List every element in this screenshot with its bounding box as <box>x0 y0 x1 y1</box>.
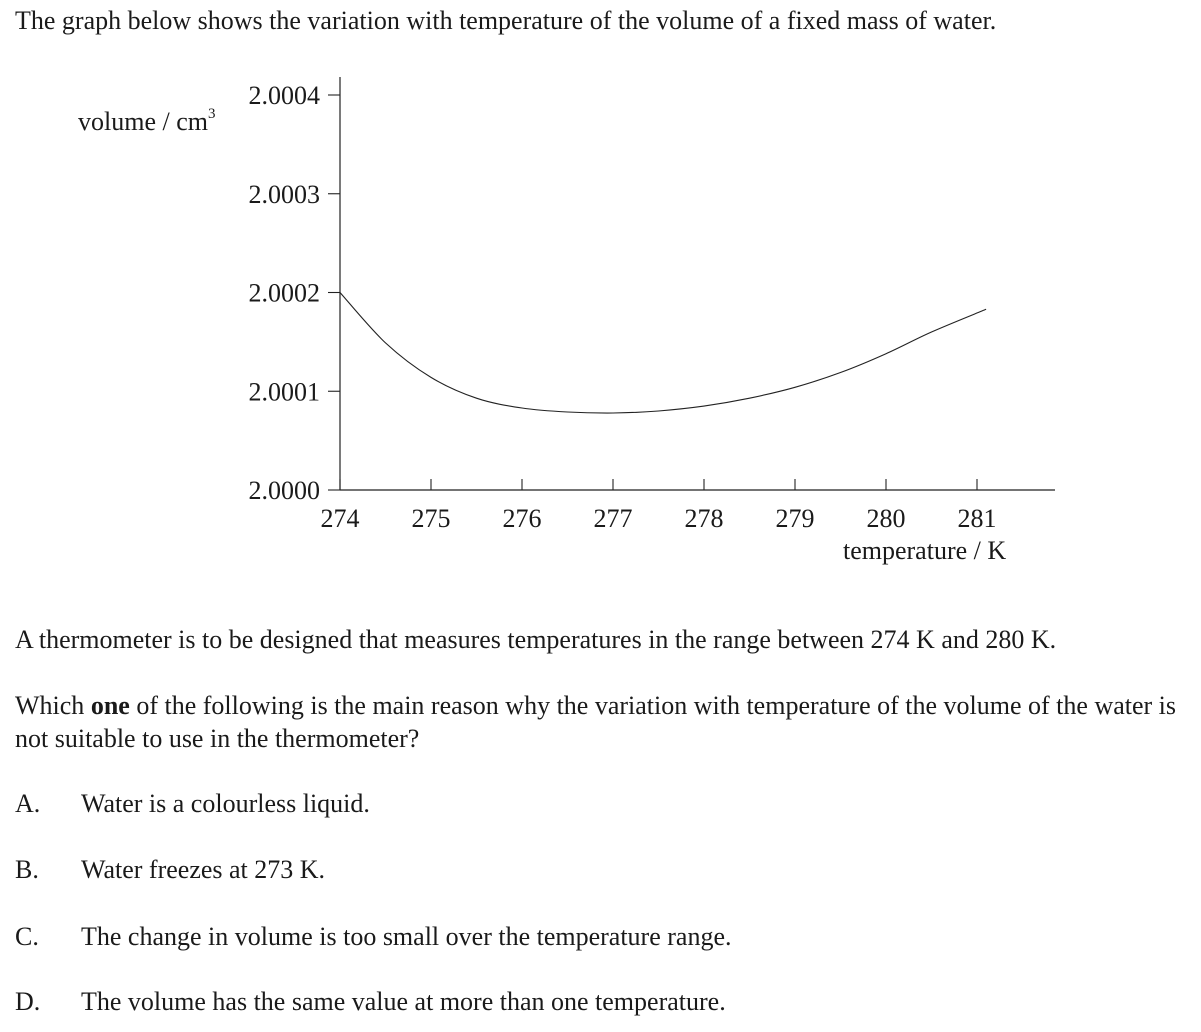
x-axis-label: temperature / K <box>843 536 1007 565</box>
y-tick-label: 2.0003 <box>248 179 320 209</box>
x-ticks <box>321 479 997 533</box>
option-a-letter: A. <box>15 789 41 818</box>
volume-curve <box>340 293 986 414</box>
question-paragraph-range: A thermometer is to be designed that measures temperatures in the range between 274 K and 280 K. <box>15 625 1057 654</box>
x-tick-label: 274 <box>320 504 360 533</box>
question-text-part1: Which <box>15 691 91 720</box>
option-c[interactable] <box>15 922 732 952</box>
x-tick-label: 281 <box>957 504 997 533</box>
option-d-letter: D. <box>15 987 41 1016</box>
question-intro: The graph below shows the variation with temperature of the volume of a fixed mass of water. <box>15 6 997 35</box>
y-tick-label: 2.0002 <box>248 278 320 308</box>
question-paragraph-main <box>15 689 1185 755</box>
option-d-text: The volume has the same value at more than one temperature. <box>81 987 726 1016</box>
x-tick-label: 278 <box>684 504 724 533</box>
question-text-part2: of the following is the main reason why the variation with temperature of the volume of the water is not suitable to use in the thermometer? <box>15 691 1177 753</box>
question-text-emphasis: one <box>90 691 130 720</box>
y-axis-label-sup: 3 <box>207 106 216 122</box>
x-tick-label: 276 <box>502 504 542 533</box>
y-axis-label <box>78 106 215 136</box>
option-b-text: Water freezes at 273 K. <box>81 855 326 884</box>
x-tick-label: 277 <box>593 504 633 533</box>
option-c-letter: C. <box>15 922 39 951</box>
option-b-letter: B. <box>15 855 39 884</box>
x-tick-label: 275 <box>411 504 451 533</box>
option-d[interactable] <box>15 987 726 1017</box>
option-a[interactable] <box>15 789 370 819</box>
y-tick-label: 2.0001 <box>248 377 320 407</box>
x-tick-label: 280 <box>866 504 906 533</box>
y-ticks <box>249 81 341 505</box>
y-tick-label: 2.0000 <box>248 476 320 505</box>
option-c-text: The change in volume is too small over the temperature range. <box>81 922 732 951</box>
option-a-text: Water is a colourless liquid. <box>81 789 370 818</box>
x-tick-label: 279 <box>775 504 815 533</box>
axes <box>340 77 1055 490</box>
y-tick-label: 2.0004 <box>248 81 320 110</box>
y-axis-label-main: volume / cm <box>78 107 208 136</box>
option-b[interactable] <box>15 855 325 885</box>
